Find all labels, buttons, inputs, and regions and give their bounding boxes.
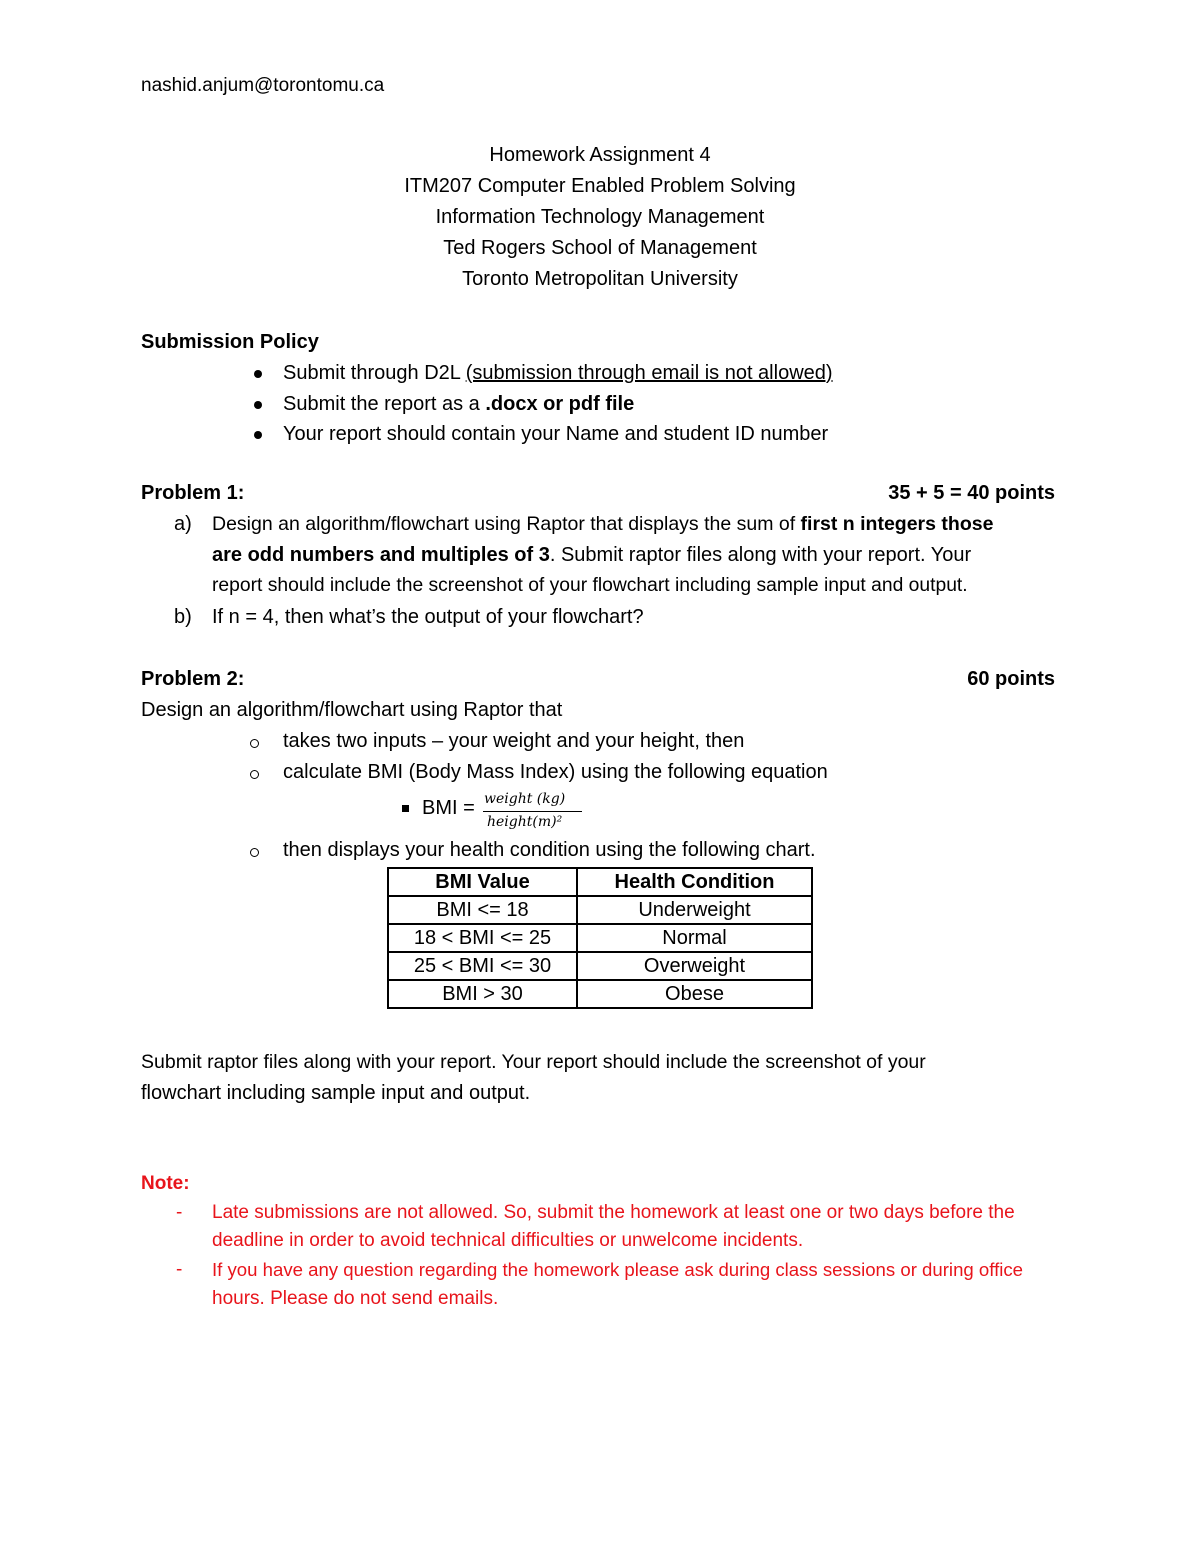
formula-label: BMI = xyxy=(422,797,475,819)
problem1-points: 35 + 5 = 40 points xyxy=(888,482,1055,504)
table-cell: BMI > 30 xyxy=(388,980,577,1008)
department-name: Information Technology Management xyxy=(435,206,765,228)
square-bullet-icon xyxy=(402,805,409,812)
policy-item-3: Your report should contain your Name and student ID number xyxy=(283,423,829,445)
table-cell: Normal xyxy=(577,924,812,952)
problem2-points: 60 points xyxy=(967,668,1055,690)
problem2-step1: takes two inputs – your weight and your height, then xyxy=(283,730,745,752)
problem1-a-line2: are odd numbers and multiples of 3. Submit raptor files along with your report. Your xyxy=(212,544,972,566)
table-header-health-condition: Health Condition xyxy=(577,868,812,896)
problem1-title: Problem 1: xyxy=(141,482,245,504)
table-row xyxy=(388,952,812,980)
table-row xyxy=(388,924,812,952)
circle-bullet-icon xyxy=(250,739,259,748)
assignment-title: Homework Assignment 4 xyxy=(489,144,711,166)
problem1-a-line3: report should include the screenshot of your flowchart including sample input and output. xyxy=(212,575,968,596)
table-cell: BMI <= 18 xyxy=(388,896,577,924)
bullet-icon xyxy=(254,401,262,409)
problem1-b-label: b) xyxy=(174,606,192,628)
problem1-a-label: a) xyxy=(174,513,192,535)
note-heading: Note: xyxy=(141,1173,190,1194)
dash-bullet-icon: - xyxy=(176,1259,183,1280)
problem2-intro: Design an algorithm/flowchart using Raptor that xyxy=(141,699,563,721)
dash-bullet-icon: - xyxy=(176,1202,183,1223)
policy-item-1: Submit through D2L (submission through email is not allowed) xyxy=(283,362,833,384)
university-name: Toronto Metropolitan University xyxy=(462,268,738,290)
problem1-b-text: If n = 4, then what’s the output of your flowchart? xyxy=(212,606,644,628)
circle-bullet-icon xyxy=(250,770,259,779)
formula-numerator: weight (kg) xyxy=(484,791,566,807)
table-cell: Overweight xyxy=(577,952,812,980)
bullet-icon xyxy=(254,370,262,378)
problem2-submit-line2: flowchart including sample input and output. xyxy=(141,1082,531,1104)
note-item1-line1: Late submissions are not allowed. So, submit the homework at least one or two days before the xyxy=(212,1202,1015,1223)
table-header-bmi-value: BMI Value xyxy=(388,868,577,896)
formula-denominator: height(m)² xyxy=(487,814,563,830)
bmi-table xyxy=(387,867,813,1009)
table-row xyxy=(388,896,812,924)
table-row xyxy=(388,980,812,1008)
problem2-title: Problem 2: xyxy=(141,668,245,690)
note-item2-line1: If you have any question regarding the homework please ask during class sessions or during office xyxy=(212,1259,1024,1280)
table-cell: Obese xyxy=(577,980,812,1008)
circle-bullet-icon xyxy=(250,848,259,857)
school-name: Ted Rogers School of Management xyxy=(443,237,757,259)
policy-heading: Submission Policy xyxy=(141,331,319,353)
table-cell: 18 < BMI <= 25 xyxy=(388,924,577,952)
problem2-submit-line1: Submit raptor files along with your report. Your report should include the screenshot of your xyxy=(141,1051,926,1073)
policy-item-2: Submit the report as a .docx or pdf file xyxy=(283,393,635,415)
fraction-bar xyxy=(483,811,582,812)
note-item2-line2: hours. Please do not send emails. xyxy=(212,1288,499,1309)
problem1-a-line1: Design an algorithm/flowchart using Raptor that displays the sum of first n integers those xyxy=(212,513,994,535)
course-name: ITM207 Computer Enabled Problem Solving xyxy=(404,175,796,197)
bullet-icon xyxy=(254,431,262,439)
table-cell: Underweight xyxy=(577,896,812,924)
table-header-row xyxy=(388,868,812,896)
author-email: nashid.anjum@torontomu.ca xyxy=(141,75,385,96)
problem2-step2: calculate BMI (Body Mass Index) using the following equation xyxy=(283,761,828,783)
problem2-step3: then displays your health condition using the following chart. xyxy=(283,839,816,861)
note-item1-line2: deadline in order to avoid technical difficulties or unwelcome incidents. xyxy=(212,1230,804,1251)
table-cell: 25 < BMI <= 30 xyxy=(388,952,577,980)
